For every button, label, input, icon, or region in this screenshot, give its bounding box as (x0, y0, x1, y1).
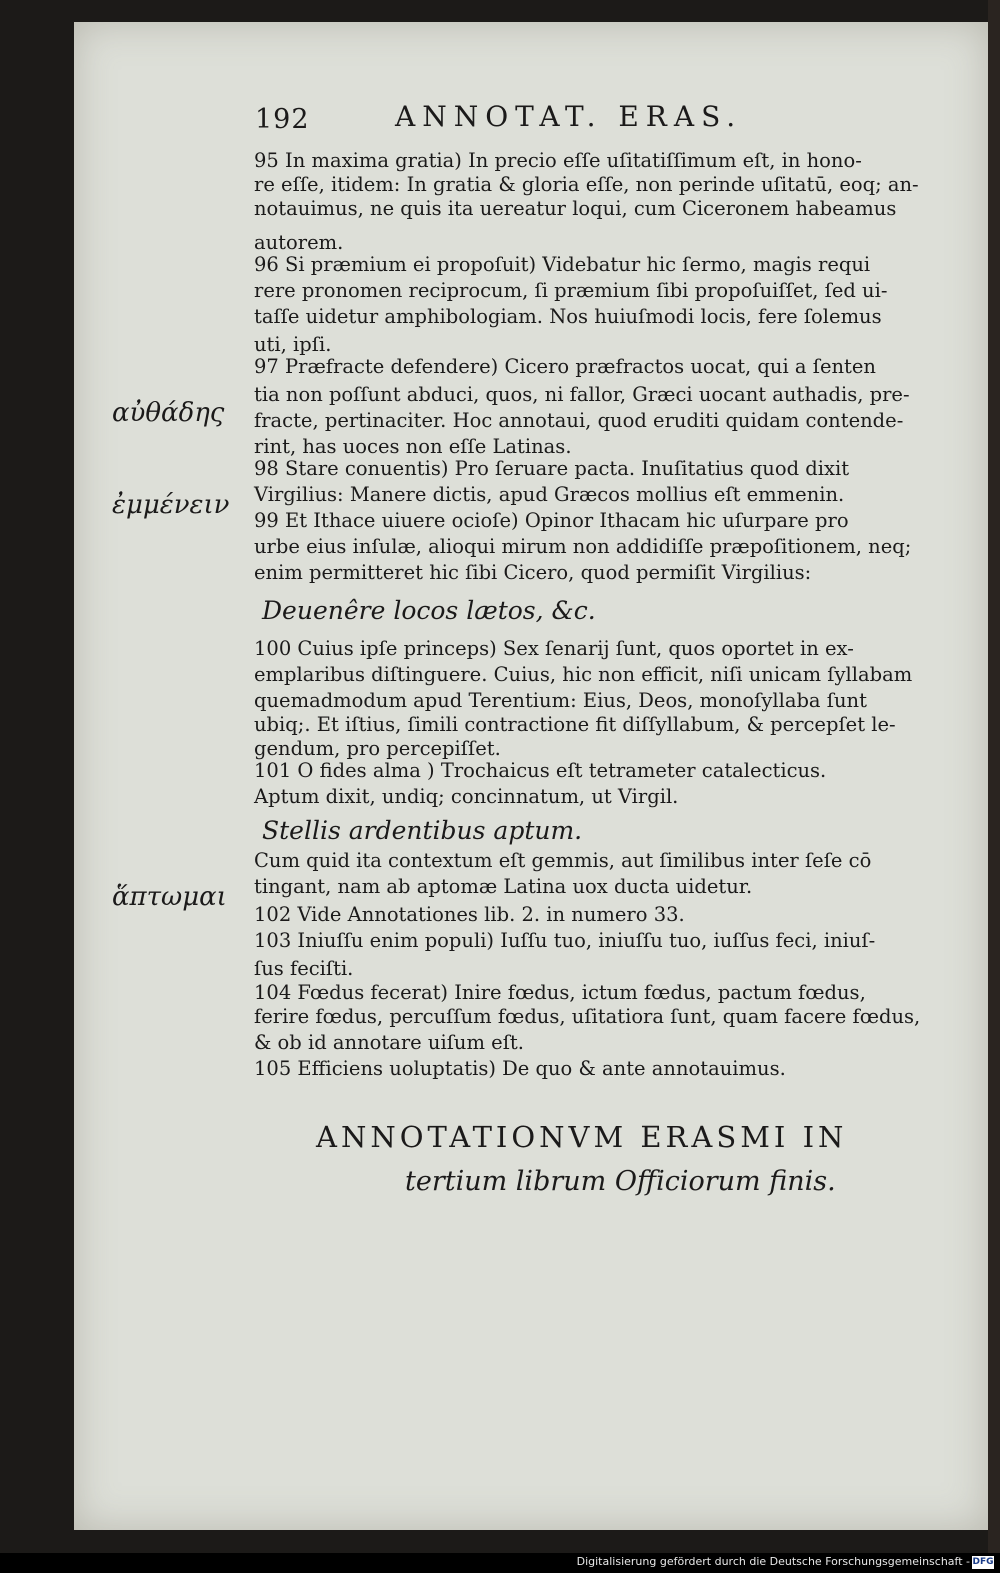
text-line: Virgilius: Manere dictis, apud Græcos mollius eſt emmenin. (254, 483, 845, 506)
text-line: autorem. (254, 231, 344, 254)
book-spine (988, 0, 1000, 1555)
text-line: uti, ipſi. (254, 333, 332, 356)
text-line: Cum quid ita contextum eſt gemmis, aut ſimilibus inter ſeſe cō (254, 849, 872, 872)
closing-title: ANNOTATIONVM ERASMI IN (316, 1120, 848, 1154)
text-line: tia non poſſunt abduci, quos, ni fallor, Græci uocant authadis, pre- (254, 383, 910, 406)
text-line: 105 Efficiens uoluptatis) De quo & ante annotauimus. (254, 1057, 786, 1080)
running-title: ANNOTAT. ERAS. (395, 100, 743, 133)
text-line: ferire fœdus, percuſſum fœdus, uſitatiora ſunt, quam facere fœdus, (254, 1005, 921, 1028)
text-line: quemadmodum apud Terentium: Eius, Deos, monoſyllaba ſunt (254, 689, 867, 712)
text-line: 99 Et Ithace uiuere ocioſe) Opinor Ithacam hic uſurpare pro (254, 509, 849, 532)
text-line: rere pronomen reciprocum, ſi præmium ſibi propoſuiſſet, ſed ui- (254, 279, 888, 302)
text-line: 97 Præfracte defendere) Cicero præfractos uocat, qui a ſenten (254, 355, 876, 378)
text-line: ubiq;. Et iſtius, ſimili contractione fit diſſyllabum, & percepſet le- (254, 713, 896, 736)
text-line: rint, has uoces non eſſe Latinas. (254, 435, 572, 458)
verse-quotation: Deuenêre locos lætos, &c. (262, 596, 596, 625)
text-line: 95 In maxima gratia) In precio eſſe uſitatiſſimum eſt, in hono- (254, 149, 862, 172)
margin-greek-gloss: αὐθάδης (112, 398, 225, 428)
text-line: gendum, pro percepiſſet. (254, 737, 501, 760)
text-line: 101 O fides alma ) Trochaicus eſt tetrameter catalecticus. (254, 759, 827, 782)
closing-subtitle: tertium librum Officiorum finis. (405, 1166, 836, 1197)
text-line: 102 Vide Annotationes lib. 2. in numero 33. (254, 903, 685, 926)
text-line: 98 Stare conuentis) Pro ſeruare pacta. Inuſitatius quod dixit (254, 457, 850, 480)
text-line: Aptum dixit, undiq; concinnatum, ut Virgil. (254, 785, 679, 808)
verse-quotation: Stellis ardentibus aptum. (262, 816, 583, 845)
text-line: 96 Si præmium ei propoſuit) Videbatur hic ſermo, magis requi (254, 253, 871, 276)
text-line: 103 Iniuſſu enim populi) Iuſſu tuo, iniuſſu tuo, iuſſus feci, iniuſ- (254, 929, 876, 952)
text-line: & ob id annotare uiſum eſt. (254, 1031, 524, 1054)
text-line: re eſſe, itidem: In gratia & gloria eſſe, non perinde uſitatū, eoq; an- (254, 173, 919, 196)
margin-greek-gloss: ἅπτωμαι (112, 882, 227, 912)
digitization-credit: Digitalisierung gefördert durch die Deutsche Forschungsgemeinschaft - (576, 1555, 970, 1568)
margin-greek-gloss: ἐμμένειν (112, 490, 230, 520)
text-line: ſus feciſti. (254, 957, 354, 980)
text-line: enim permitteret hic ſibi Cicero, quod permiſit Virgilius: (254, 561, 812, 584)
dfg-logo: DFG (972, 1557, 994, 1567)
page-number: 192 (255, 104, 310, 135)
text-line: emplaribus diſtinguere. Cuius, hic non efficit, niſi unicam ſyllabam (254, 663, 913, 686)
text-line: taſſe uidetur amphibologiam. Nos huiuſmodi locis, fere ſolemus (254, 305, 882, 328)
text-line: urbe eius inſulæ, alioqui mirum non addidiſſe præpoſitionem, neq; (254, 535, 912, 558)
text-line: 100 Cuius ipſe princeps) Sex ſenarij ſunt, quos oportet in ex- (254, 637, 854, 660)
text-line: notauimus, ne quis ita uereatur loqui, cum Ciceronem habeamus (254, 197, 897, 220)
text-line: 104 Fœdus fecerat) Inire fœdus, ictum fœdus, pactum fœdus, (254, 981, 866, 1004)
text-line: fracte, pertinaciter. Hoc annotaui, quod eruditi quidam contende- (254, 409, 904, 432)
text-line: tingant, nam ab aptomæ Latina uox ducta uidetur. (254, 875, 753, 898)
